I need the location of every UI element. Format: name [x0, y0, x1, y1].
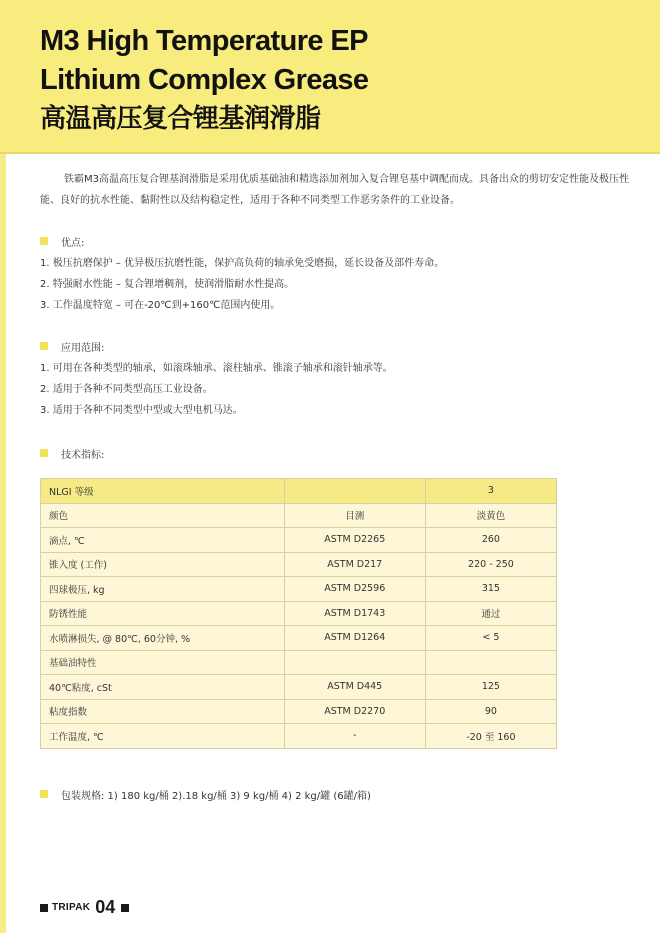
brand-name: TRIPAK [52, 902, 91, 913]
spec-name: 滴点, ℃ [41, 528, 285, 553]
table-row [41, 675, 557, 700]
black-square-icon [121, 904, 129, 912]
spec-value: 淡黄色 [425, 503, 556, 528]
packaging-text: 包装规格: 1) 180 kg/桶 2).18 kg/桶 3) 9 kg/桶 4) 2 kg/罐 (6罐/箱) [61, 790, 371, 802]
title-en-line2: Lithium Complex Grease [40, 64, 369, 96]
table-row [41, 479, 557, 504]
spec-method: - [284, 724, 425, 749]
applications-section [40, 338, 393, 421]
advantages-heading [40, 233, 444, 249]
table-row [41, 724, 557, 749]
page-number: 04 [95, 897, 116, 917]
table-row [41, 601, 557, 626]
spec-table [40, 478, 557, 749]
spec-name: NLGI 等级 [41, 479, 285, 504]
table-row [41, 650, 557, 675]
spec-name: 40℃粘度, cSt [41, 675, 285, 700]
table-row [41, 552, 557, 577]
spec-value: 90 [425, 699, 556, 724]
applications-title: 应用范围: [61, 342, 105, 354]
title-banner [0, 0, 660, 154]
table-row [41, 699, 557, 724]
spec-value: 220 - 250 [425, 552, 556, 577]
packaging-line [40, 786, 371, 802]
advantages-section [40, 233, 444, 316]
specs-heading [40, 445, 104, 461]
spec-method: ASTM D2270 [284, 699, 425, 724]
spec-name: 基础油特性 [41, 650, 285, 675]
spec-value: 通过 [425, 601, 556, 626]
spec-value [425, 650, 556, 675]
title-cn: 高温高压复合锂基润滑脂 [40, 104, 321, 134]
table-row [41, 503, 557, 528]
spec-value: 3 [425, 479, 556, 504]
advantages-list [40, 253, 444, 316]
intro-paragraph: 铁霸M3高温高压复合锂基润滑脂是采用优质基础油和精选添加剂加入复合锂皂基中调配而成。具备出众的剪切安定性能及极压性能、良好的抗水性能、黏附性以及结构稳定性，适用于各种不同类型工作恶劣条件的工业设备。 [40, 174, 629, 206]
list-item: 3. 工作温度特宽 – 可在-20℃到+160℃范围内使用。 [40, 300, 281, 311]
list-item: 2. 适用于各种不同类型高压工业设备。 [40, 384, 213, 395]
square-bullet-icon [40, 342, 48, 350]
spec-name: 四球极压, kg [41, 577, 285, 602]
square-bullet-icon [40, 449, 48, 457]
spec-method: ASTM D1743 [284, 601, 425, 626]
list-item: 3. 适用于各种不同类型中型或大型电机马达。 [40, 405, 243, 416]
square-bullet-icon [40, 237, 48, 245]
square-bullet-icon [40, 790, 48, 798]
spec-name: 粘度指数 [41, 699, 285, 724]
black-square-icon [40, 904, 48, 912]
spec-name: 工作温度, ℃ [41, 724, 285, 749]
spec-method: 目测 [284, 503, 425, 528]
spec-method: ASTM D1264 [284, 626, 425, 651]
list-item: 2. 特强耐水性能 – 复合锂增稠剂，使润滑脂耐水性提高。 [40, 279, 295, 290]
spec-name: 锥入度 (工作) [41, 552, 285, 577]
applications-heading [40, 338, 393, 354]
spec-name: 颜色 [41, 503, 285, 528]
spec-method: ASTM D2265 [284, 528, 425, 553]
list-item: 1. 极压抗磨保护 – 优异极压抗磨性能，保护高负荷的轴承免受磨损，延长设备及部件寿命。 [40, 258, 445, 269]
spec-method: ASTM D217 [284, 552, 425, 577]
spec-value: 315 [425, 577, 556, 602]
list-item: 1. 可用在各种类型的轴承，如滚珠轴承、滚柱轴承、锥滚子轴承和滚针轴承等。 [40, 363, 393, 374]
applications-list [40, 358, 393, 421]
table-row [41, 528, 557, 553]
spec-value: < 5 [425, 626, 556, 651]
spec-method [284, 479, 425, 504]
spec-name: 防锈性能 [41, 601, 285, 626]
spec-value: -20 至 160 [425, 724, 556, 749]
page-footer [40, 897, 129, 918]
table-row [41, 626, 557, 651]
specs-title: 技术指标: [61, 449, 105, 461]
spec-method: ASTM D445 [284, 675, 425, 700]
spec-method: ASTM D2596 [284, 577, 425, 602]
spec-name: 水喷淋损失, @ 80℃, 60分钟, % [41, 626, 285, 651]
spec-value: 260 [425, 528, 556, 553]
advantages-title: 优点: [61, 237, 85, 249]
spec-value: 125 [425, 675, 556, 700]
table-row [41, 577, 557, 602]
title-en-line1: M3 High Temperature EP [40, 25, 368, 57]
spec-method [284, 650, 425, 675]
